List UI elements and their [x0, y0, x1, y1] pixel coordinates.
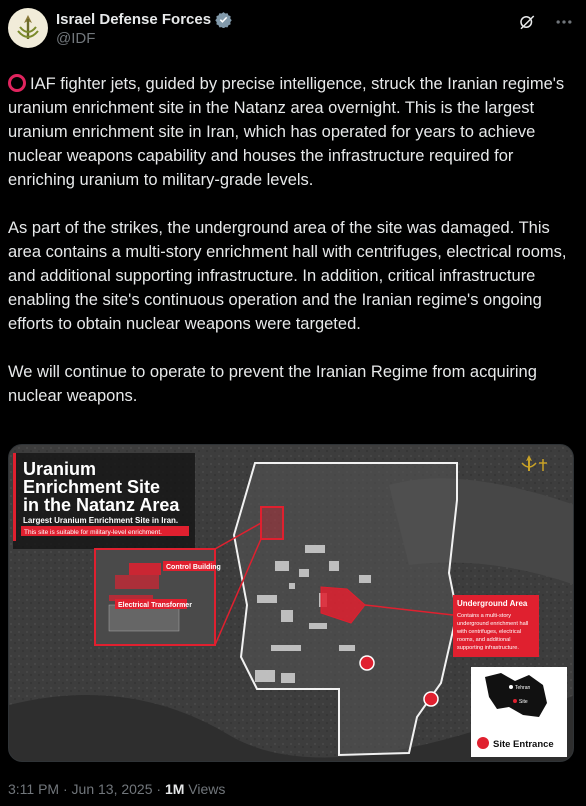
tweet-paragraph-2: As part of the strikes, the underground area of the site was damaged. This area contains a multi-story enrichment hall with centrifuges, electrical rooms, and additional supporting infrastructure. In addition, critical infrastructure enabling the site's continuous operation and the Iranian regime's ongoing efforts to obtain nuclear weapons were targeted. [8, 219, 567, 333]
views-label: Views [184, 781, 226, 797]
author-name[interactable]: Israel Defense Forces [56, 11, 212, 28]
views-count: 1M [164, 781, 185, 797]
idf-emblem-icon [14, 13, 42, 43]
more-options-icon[interactable] [554, 12, 574, 32]
verified-badge-icon [215, 11, 232, 28]
label-control-building: Control Building [166, 564, 221, 571]
image-title-line-1: Uranium [23, 459, 97, 479]
tweet-meta [8, 781, 225, 797]
underground-desc-2: underground enrichment hall [457, 621, 529, 627]
map-label-site: Site [519, 699, 528, 705]
site-entrance-legend-icon [477, 737, 489, 749]
site-entrance-label: Site Entrance [493, 739, 554, 750]
underground-desc-1: Contains a multi-story [457, 613, 512, 619]
author-handle[interactable]: @IDF [56, 30, 96, 47]
image-subtitle: Largest Uranium Enrichment Site in Iran. [23, 516, 179, 525]
tweet-header [8, 8, 578, 60]
tweet-paragraph-3: We will continue to operate to prevent the Iranian Regime from acquiring nuclear weapons. [8, 363, 537, 405]
underground-desc-5: supporting infrastructure. [457, 645, 519, 651]
underground-title: Underground Area [457, 599, 528, 608]
underground-desc-4: rooms, and additional [457, 637, 511, 643]
avatar[interactable] [8, 8, 48, 48]
label-electrical-transformer: Electrical Transformer [118, 602, 192, 609]
image-title-line-2: Enrichment Site [23, 477, 161, 497]
image-title-line-3: in the Natanz Area [23, 495, 180, 515]
tweet-paragraph-1: IAF fighter jets, guided by precise intelligence, struck the Iranian regime's uranium enrichment site in the Natanz area overnight. This is the largest uranium enrichment site in Iran, which has operated for years to achieve nuclear weapons capability and houses the infrastructure required for enriching uranium to military-grade levels. [8, 75, 565, 189]
map-label-tehran: Tehran [515, 685, 531, 691]
red-circle-icon [8, 74, 26, 92]
tweet-image[interactable] [8, 444, 574, 762]
underground-desc-3: with centrifuges, electrical [457, 629, 522, 635]
grok-icon[interactable] [518, 13, 536, 31]
timestamp[interactable]: 3:11 PM · Jun 13, 2025 · [8, 781, 165, 797]
tweet-text [8, 72, 578, 408]
image-note: This site is suitable for military-level enrichment. [24, 529, 162, 536]
